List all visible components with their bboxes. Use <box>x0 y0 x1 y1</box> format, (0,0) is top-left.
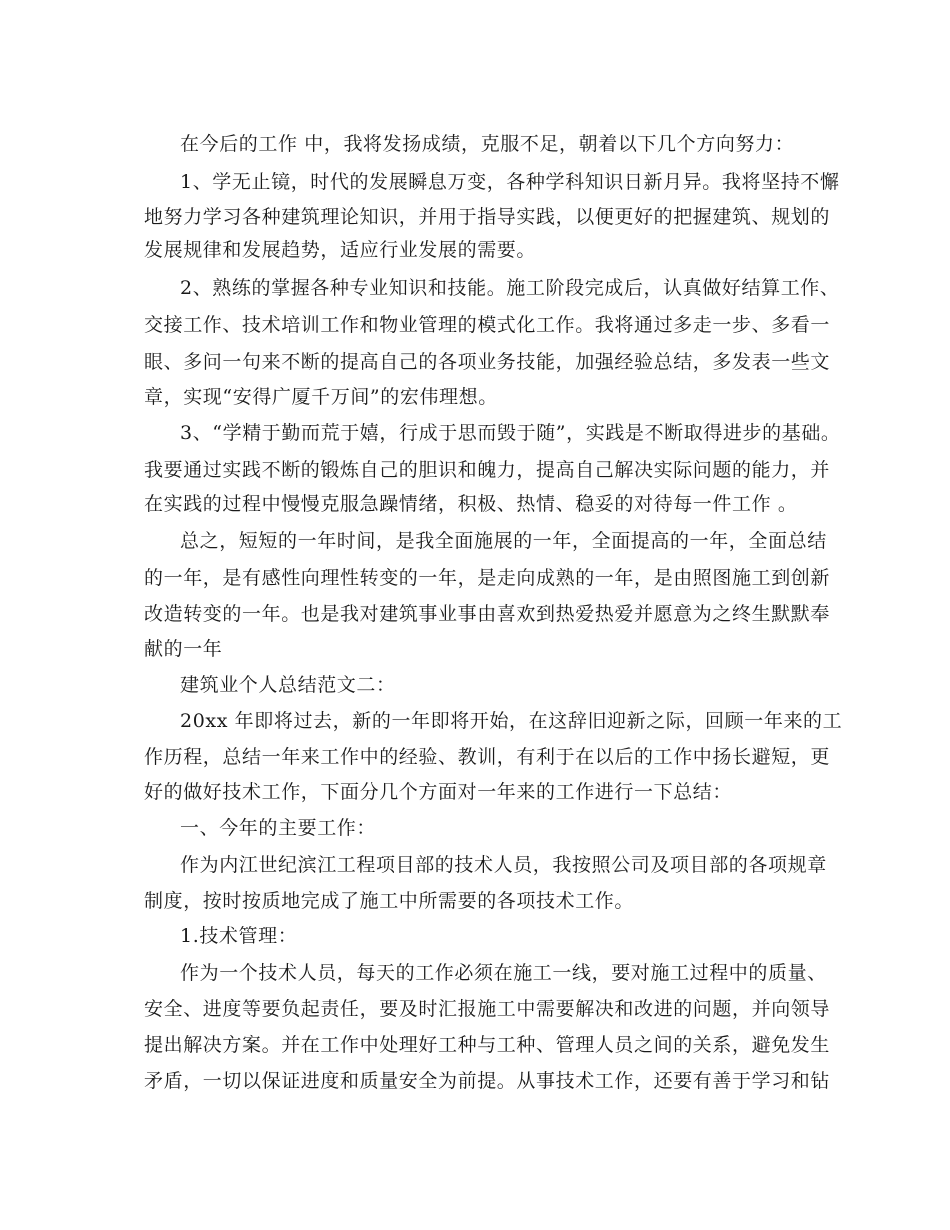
paragraph-line: 我要通过实践不断的锻炼自己的胆识和魄力，提高自己解决实际问题的能力，并 <box>144 459 831 481</box>
paragraph-line: 提出解决方案。并在工作中处理好工种与工种、管理人员之间的关系，避免发生 <box>144 1034 831 1056</box>
paragraph-line: 的一年，是有感性向理性转变的一年，是走向成熟的一年，是由照图施工到创新 <box>144 567 831 589</box>
paragraph-line: 地努力学习各种建筑理论知识，并用于指导实践，以便更好的把握建筑、规划的 <box>144 206 831 228</box>
paragraph-line: 安全、进度等要负起责任，要及时汇报施工中需要解决和改进的问题，并向领导 <box>144 998 831 1020</box>
paragraph-line: 改造转变的一年。也是我对建筑事业事由喜欢到热爱热爱并愿意为之终生默默奉 <box>144 603 831 625</box>
paragraph-line: 作为内江世纪滨江工程项目部的技术人员，我按照公司及项目部的各项规章 <box>180 854 827 876</box>
paragraph-line: 章，实现“安得广厦千万间”的宏伟理想。 <box>144 386 498 408</box>
paragraph-line: 发展规律和发展趋势，适应行业发展的需要。 <box>144 239 537 261</box>
paragraph-line: 献的一年 <box>144 638 223 660</box>
section-heading: 1.技术管理： <box>180 925 298 947</box>
paragraph-line: 眼、多问一句来不断的提高自己的各项业务技能，加强经验总结，多发表一些文 <box>144 351 831 373</box>
paragraph-line: 1、学无止镜，时代的发展瞬息万变，各种学科知识日新月异。我将坚持不懈 <box>180 171 840 193</box>
paragraph-line: 20xx 年即将过去，新的一年即将开始，在这辞旧迎新之际，回顾一年来的工 <box>180 710 843 732</box>
paragraph-line: 3、“学精于勤而荒于嬉，行成于思而毁于随”，实践是不断取得进步的基础。 <box>180 422 841 444</box>
paragraph-line: 制度，按时按质地完成了施工中所需要的各项技术工作。 <box>144 890 635 912</box>
paragraph-line: 矛盾，一切以保证进度和质量安全为前提。从事技术工作，还要有善于学习和钻 <box>144 1070 831 1092</box>
paragraph-line: 在实践的过程中慢慢克服急躁情绪，积极、热情、稳妥的对待每一件工作 。 <box>144 493 798 515</box>
paragraph-line: 作为一个技术人员，每天的工作必须在施工一线，要对施工过程中的质量、 <box>180 962 827 984</box>
paragraph-line: 2、熟练的掌握各种专业知识和技能。施工阶段完成后，认真做好结算工作、 <box>180 277 840 299</box>
section-heading: 建筑业个人总结范文二： <box>180 674 396 696</box>
paragraph-line: 交接工作、技术培训工作和物业管理的模式化工作。我将通过多走一步、多看一 <box>144 314 831 336</box>
paragraph-line: 总之，短短的一年时间，是我全面施展的一年，全面提高的一年，全面总结 <box>180 530 827 552</box>
paragraph-line: 作历程，总结一年来工作中的经验、教训，有利于在以后的工作中扬长避短，更 <box>144 746 831 768</box>
paragraph-line: 好的做好技术工作，下面分几个方面对一年来的工作进行一下总结： <box>144 781 733 803</box>
paragraph-line: 在今后的工作 中，我将发扬成绩，克服不足，朝着以下几个方向努力： <box>180 133 795 155</box>
section-heading: 一、今年的主要工作： <box>180 817 377 839</box>
